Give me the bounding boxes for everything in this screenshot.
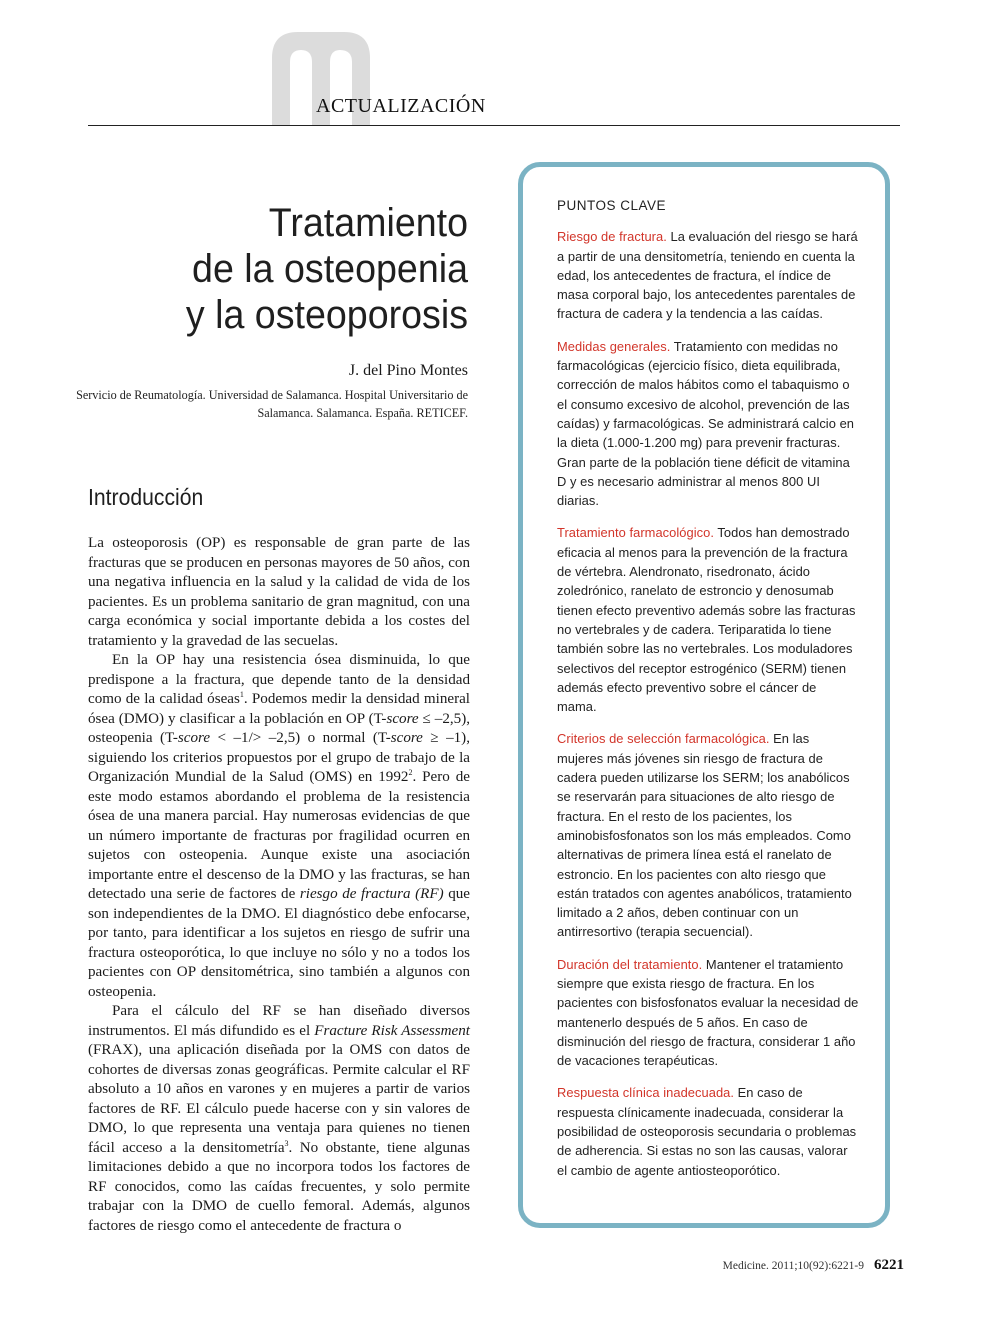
section-label: ACTUALIZACIÓN xyxy=(316,95,486,117)
key-point-item xyxy=(557,729,859,941)
article-title xyxy=(73,200,468,338)
introduction-heading: Introducción xyxy=(88,484,204,510)
key-point-item xyxy=(557,523,859,716)
key-point-heading: Duración del tratamiento. xyxy=(557,956,703,972)
reference-marker: 3 xyxy=(284,1138,289,1148)
page-number: 6221 xyxy=(874,1257,904,1273)
key-point-heading: Tratamiento farmacológico. xyxy=(557,525,715,541)
introduction-body xyxy=(88,534,470,1236)
title-line: de la osteopenia xyxy=(192,247,469,291)
title-line: y la osteoporosis xyxy=(185,293,468,337)
key-point-heading: Medidas generales. xyxy=(557,338,671,354)
page-footer xyxy=(723,1257,904,1274)
key-point-item xyxy=(557,1083,859,1179)
affiliation-line: Salamanca. Salamanca. España. RETICEF. xyxy=(257,406,468,420)
affiliation-line: Servicio de Reumatología. Universidad de Salamanca. Hospital Universitario de xyxy=(76,388,468,402)
header-rule xyxy=(88,125,900,126)
reference-marker: 2 xyxy=(408,767,413,777)
key-points-content xyxy=(557,196,859,1193)
reference-marker: 1 xyxy=(239,689,244,699)
key-point-text: La evaluación del riesgo se hará a partir de una densitometría, teniendo en cuenta la edad, los antecedentes de fractura, el índice de masa corporal bajo, los antecedentes parentales de fractura de cadera y la tendencia a las caídas. xyxy=(557,229,858,322)
author-affiliation xyxy=(68,386,468,422)
paragraph: La osteoporosis (OP) es responsable de gran parte de las fracturas que se producen en personas mayores de 50 años, con una negativa influencia en la salud y la calidad de vida de los pacientes. Es un problema sanitario de gran magnitud, con una carga económica y social importante debida a los costes del tratamiento y la gravedad de las secuelas. xyxy=(88,535,470,649)
key-point-text: En caso de respuesta clínicamente inadecuada, considerar la posibilidad de osteoporosis secundaria o problemas de adherencia. Si estas no son las causas, valorar el cambio de agente antiosteoporótico. xyxy=(557,1085,857,1178)
key-point-item xyxy=(557,337,859,511)
key-point-item xyxy=(557,227,859,323)
key-point-text: En las mujeres más jóvenes sin riesgo de fractura de cadera pueden utilizarse los SERM; los anabólicos se reservarán para situaciones de alto riesgo de fractura. En el resto de los pacientes, los aminobisfosfonatos son los más empleados. Como alternativas de primera línea está el ranelato de estroncio. En los pacientes con alto riesgo que están tratados con agentes anabólicos, tratamiento limitado a 2 años, deben continuar con un antirresortivo (terapia secuencial). xyxy=(557,731,852,940)
key-point-text: Tratamiento con medidas no farmacológicas (ejercicio físico, dieta equilibrada, corrección de malos hábitos como el tabaquismo o el consumo excesivo de alcohol, prevención de las caídas) y farmacológicas. Se administrará calcio en la dieta (1.000-1.200 mg) para prevenir fracturas. Gran parte de la población tiene déficit de vitamina D y es necesario administrar al menos 800 UI diarias. xyxy=(557,338,855,509)
paragraph: Para el cálculo del RF se han diseñado diversos instrumentos. El más difundido es el Fracture Risk Assessment (FRAX), una aplicación diseñada por la OMS con datos de cohortes de diversas zonas geográficas. Permite calcular el RF absoluto a 10 años en varones y en mujeres a partir de varios factores de RF. El cálculo puede hacerse con y sin valores de DMO, lo que representa una ventaja para quienes no tienen fácil acceso a la densitometría$^3$. No obstante, tiene algunas limitaciones debido a que no incorpora todos los factores de RF conocidos, como las caídas frecuentes, y solo permite trabajar con la DMO de cuello femoral. Además, algunos factores de riesgo como el antecedente de fractura o xyxy=(88,1003,471,1234)
paragraph: En la OP hay una resistencia ósea disminuida, lo que predispone a la fractura, que depende tanto de la densidad como de la calidad óseas$^1$. Podemos medir la densidad mineral ósea (DMO) y clasificar a la población en OP (T-score ≤ –2,5), osteopenia (T-score < –1/> –2,5) o normal (T-score ≥ –1), siguiendo los criterios propuestos por el grupo de trabajo de la Organización Mundial de la Salud (OMS) en 1992$^2$. Pero de este modo estamos abordando el problema de la resistencia ósea de una manera parcial. Hay numerosas evidencias de que un número importante de fracturas por fragilidad ocurren en sujetos con osteopenia. Aunque existe una asociación importante entre el descenso de la DMO y las fracturas, se han detectado una serie de factores de riesgo de fractura (RF) que son independientes de la DMO. El diagnóstico debe enfocarse, por tanto, para identificar a los sujetos en riesgo de sufrir una fractura osteoporótica, lo que incluye no sólo y no a todos los pacientes con OP densitométrica, sino también a algunos con osteopenia. xyxy=(88,652,471,1000)
journal-citation: Medicine. 2011;10(92):6221-9 xyxy=(722,1260,864,1272)
key-points-title: PUNTOS CLAVE xyxy=(557,198,667,213)
key-point-heading: Criterios de selección farmacológica. xyxy=(557,731,770,747)
title-line: Tratamiento xyxy=(268,201,468,245)
author-name: J. del Pino Montes xyxy=(348,362,468,379)
key-point-heading: Respuesta clínica inadecuada. xyxy=(557,1085,735,1101)
key-point-text: Mantener el tratamiento siempre que exista riesgo de fractura. En los pacientes con bisfosfonatos evaluar la necesidad de mantenerlo después de 5 años. En caso de disminución del riesgo de fractura, considerar 1 año de vacaciones terapéuticas. xyxy=(557,956,859,1069)
key-point-item xyxy=(557,955,859,1071)
key-point-heading: Riesgo de fractura. xyxy=(557,229,667,245)
key-point-text: Todos han demostrado eficacia al menos para la prevención de la fractura de vértebra. Alendronato, risedronato, ácido zoledrónico, ranelato de estroncio y denosumab tienen efecto preventivo además sobre las fracturas no vertebrales y de cadera. Teriparatida lo tiene también sobre las no vertebrales. Los moduladores selectivos del receptor estrogénico (SERM) tienen además efecto preventivo sobre el cáncer de mama. xyxy=(557,525,856,715)
